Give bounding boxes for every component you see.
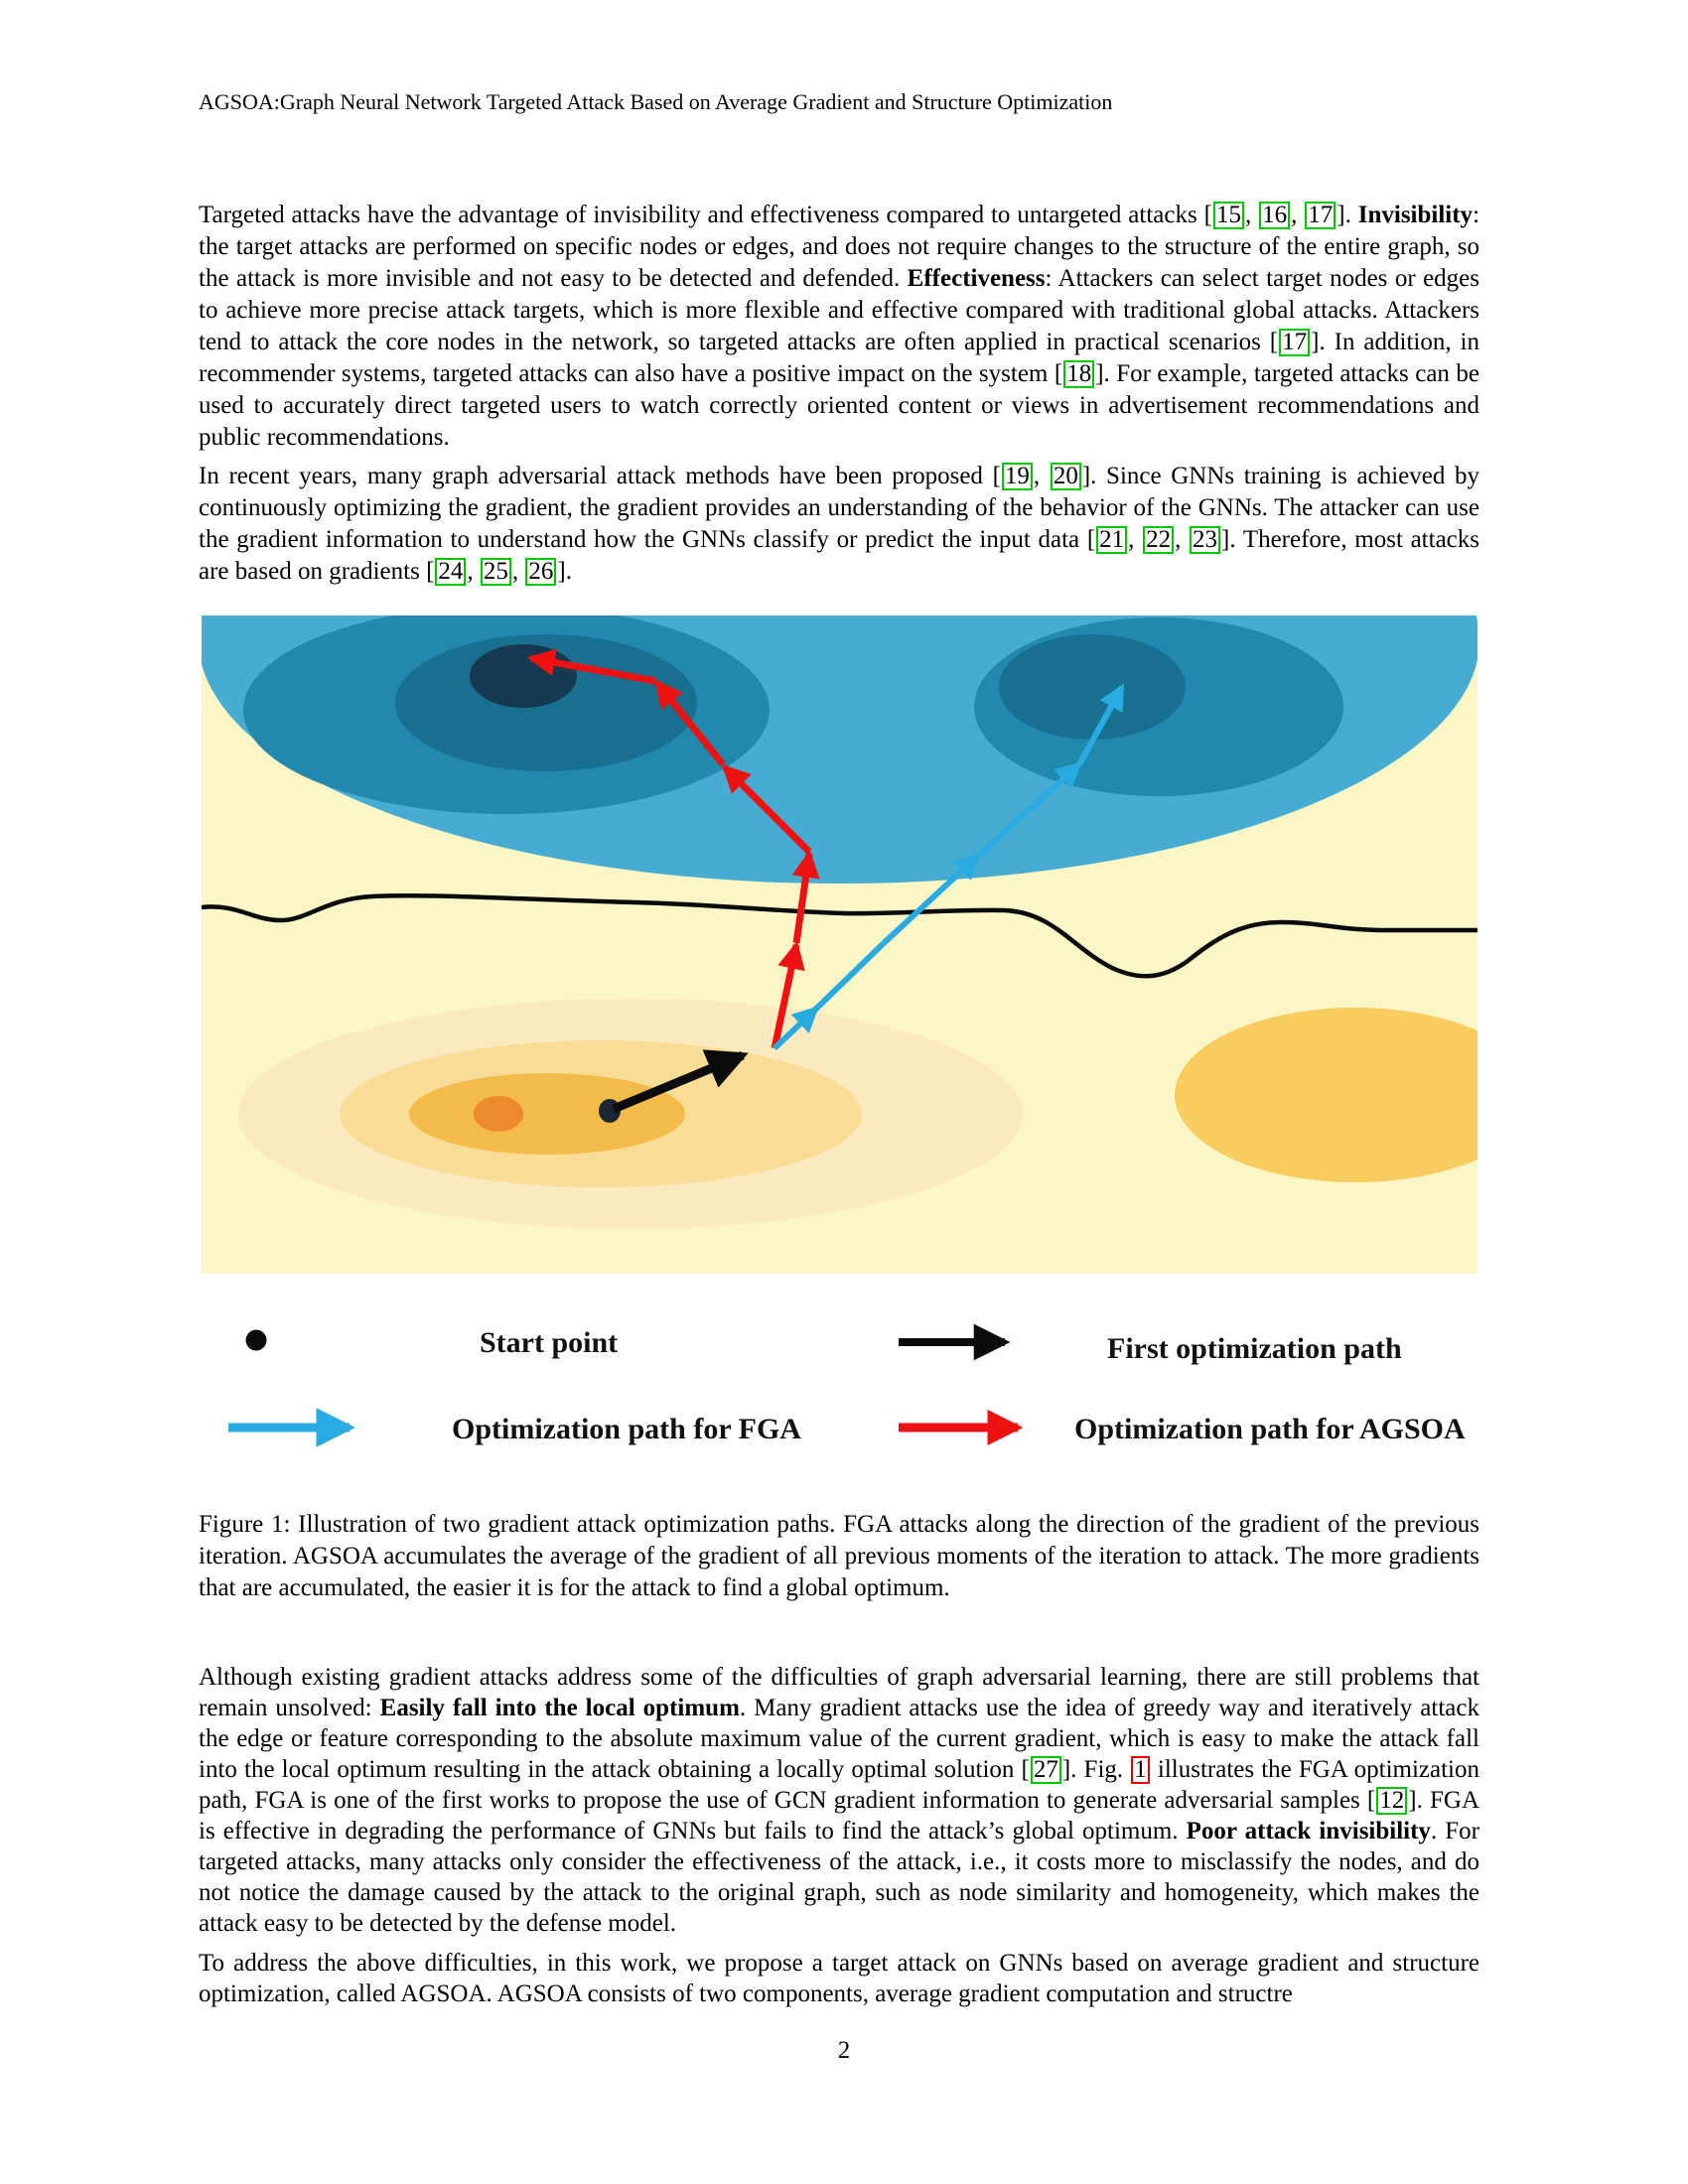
citation-ref[interactable]: 23 <box>1190 526 1220 554</box>
running-title: AGSOA:Graph Neural Network Targeted Attack Based on Average Gradient and Structure Optimization <box>199 89 1113 114</box>
figure-1 <box>199 615 1479 1459</box>
figure-1-caption: Figure 1: Illustration of two gradient attack optimization paths. FGA attacks along the direction of the gradient of the previous iteration. AGSOA accumulates the average of the gradient of all previous moments of the iteration to attack. The more gradients that are accumulated, the easier it is for the attack to find a global optimum. <box>199 1511 1479 1601</box>
orange-hill-core <box>474 1096 523 1132</box>
citation-ref[interactable]: 27 <box>1031 1756 1061 1784</box>
bold-term: Poor attack invisibility <box>1186 1818 1431 1844</box>
citation-ref[interactable]: 17 <box>1305 202 1336 229</box>
figure-legend <box>228 1326 1466 1445</box>
page-number: 2 <box>837 2037 851 2064</box>
legend-fga-label: Optimization path for FGA <box>452 1413 801 1445</box>
paragraph-targeted-attacks: Targeted attacks have the advantage of invisibility and effectiveness compared to untargeted attacks [ 15 , 16 , 17 ]. Invisibility: the target attacks are performed on specific nodes or edges, and does not require changes to the structure of the entire graph, so the attack is more invisible and not easy to be detected and defended. Effectiveness: Attackers can select target nodes or edges to achieve more precise attack targets, which is more flexible and effective compared with traditional global attacks. Attackers tend to attack the core nodes in the network, so targeted attacks are often applied in practical scenarios [ 17 ]. In addition, in recommender systems, targeted attacks can also have a positive impact on the system [ 18 ]. For example, targeted attacks can be used to accurately direct targeted users to watch correctly oriented content or views in advertisement recommendations and public recommendations. <box>199 202 1480 451</box>
bold-term: Effectiveness <box>907 265 1046 292</box>
citation-ref[interactable]: 25 <box>481 558 511 586</box>
blue-basin-left-core <box>470 644 577 708</box>
citation-ref[interactable]: 12 <box>1376 1787 1407 1815</box>
figure-ref[interactable]: 1 <box>1131 1756 1150 1784</box>
legend-start-point-label: Start point <box>480 1326 619 1359</box>
citation-ref[interactable]: 21 <box>1096 526 1127 554</box>
paragraph-although-existing: Although existing gradient attacks address some of the difficulties of graph adversarial learning, there are still problems that remain unsolved: Easily fall into the local optimum. Many gradient attacks use the idea of greedy way and iteratively attack the edge or feature corresponding to the absolute maximum value of the current gradient, which is easy to make the attack fall into the local optimum resulting in the attack obtaining a locally optimal solution [ 27 ]. Fig. 1 illustrates the FGA optimization path, FGA is one of the first works to propose the use of GCN gradient information to generate adversarial samples [ 12 ]. FGA is effective in degrading the performance of GNNs but fails to find the attack’s global optimum. Poor attack invisibility. For targeted attacks, many attacks only consider the effectiveness of the attack, i.e., it costs more to misclassify the nodes, and do not notice the damage caused by the attack to the original graph, such as node similarity and homogeneity, which makes the attack easy to be detected by the defense model. <box>199 1664 1480 1937</box>
paragraph-to-address: To address the above difficulties, in this work, we propose a target attack on GNNs based on average gradient and structure optimization, called AGSOA. AGSOA consists of two components, average gradient computation and structre <box>199 1950 1479 2007</box>
legend-first-path-label: First optimization path <box>1107 1332 1402 1365</box>
legend-agsoa-label: Optimization path for AGSOA <box>1074 1413 1466 1445</box>
citation-ref[interactable]: 22 <box>1143 526 1174 554</box>
citation-ref[interactable]: 16 <box>1259 202 1290 229</box>
citation-ref[interactable]: 15 <box>1213 202 1244 229</box>
bold-term: Invisibility <box>1357 202 1474 228</box>
citation-ref[interactable]: 18 <box>1063 360 1094 388</box>
citation-ref[interactable]: 24 <box>435 558 466 586</box>
paragraph-recent-years: In recent years, many graph adversarial attack methods have been proposed [ 19 , 20 ]. Since GNNs training is achieved by continuously optimizing the gradient, the gradient provides an understanding of the behavior of the GNNs. The attacker can use the gradient information to understand how the GNNs classify or predict the input data [ 21 , 22 , 23 ]. Therefore, most attacks are based on gradients [ 24 , 25 , 26 ]. <box>199 463 1480 585</box>
citation-ref[interactable]: 19 <box>1002 463 1033 490</box>
orange-hill-inner <box>409 1073 685 1155</box>
figure-1-canvas <box>199 615 1479 1459</box>
bold-term: Easily fall into the local optimum <box>379 1695 740 1721</box>
citation-ref[interactable]: 17 <box>1279 329 1310 356</box>
blue-basin-right-core <box>999 634 1186 740</box>
legend-start-point-dot <box>246 1330 267 1351</box>
citation-ref[interactable]: 26 <box>525 558 556 586</box>
citation-ref[interactable]: 20 <box>1051 463 1081 490</box>
